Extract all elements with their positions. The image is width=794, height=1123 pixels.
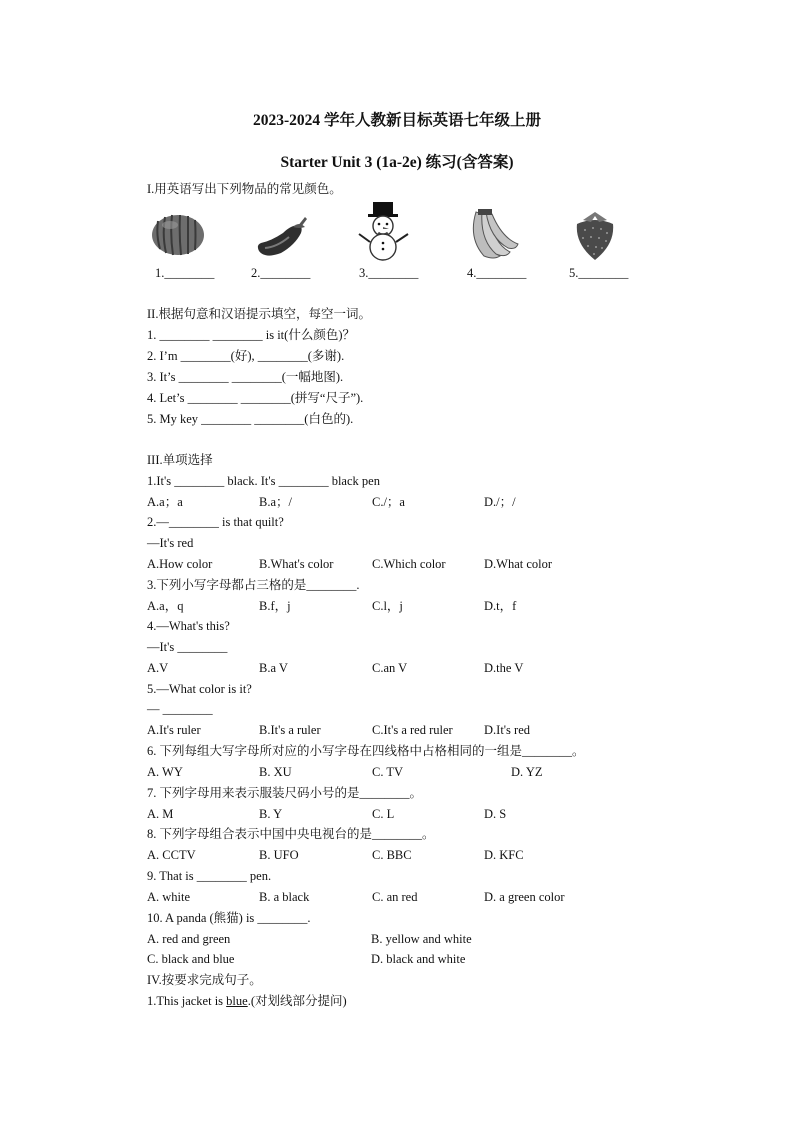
q10-option-b[interactable]: B. yellow and white: [371, 932, 472, 946]
q2-option-a[interactable]: A.How color: [147, 557, 213, 571]
watermelon-icon: [150, 213, 206, 257]
q7-option-b[interactable]: B. Y: [259, 807, 283, 821]
q6-option-b[interactable]: B. XU: [259, 765, 292, 779]
q2-option-d[interactable]: D.What color: [484, 557, 553, 571]
q4-option-b[interactable]: B.a V: [259, 661, 288, 675]
q7-option-d[interactable]: D. S: [484, 807, 507, 821]
q2-option-b[interactable]: B.What's color: [259, 557, 334, 571]
q10-option-d[interactable]: D. black and white: [371, 952, 466, 966]
q9-option-c[interactable]: C. an red: [372, 890, 418, 904]
q10-option-c[interactable]: C. black and blue: [147, 952, 235, 966]
section2-heading: II.根据句意和汉语提示填空，每空一词。: [147, 307, 371, 321]
q3-option-d[interactable]: D.t，f: [484, 599, 517, 613]
q3-stem: 3.下列小写字母都占三格的是________.: [147, 578, 360, 592]
q3-option-a[interactable]: A.a，q: [147, 599, 184, 613]
q3-option-c[interactable]: C.l，j: [372, 599, 403, 613]
section1-heading: I.用英语写出下列物品的常见颜色。: [147, 182, 342, 196]
q1-stem: 1.It's ________ black. It's ________ black pen: [147, 474, 380, 488]
q8-option-d[interactable]: D. KFC: [484, 848, 524, 862]
q4-reply: —It's ________: [147, 640, 228, 654]
blank-3[interactable]: 3.________: [359, 266, 419, 280]
q4-option-c[interactable]: C.an V: [372, 661, 408, 675]
section4-heading: IV.按要求完成句子。: [147, 973, 262, 987]
q10-stem: 10. A panda (熊猫) is ________.: [147, 911, 311, 925]
q7-stem: 7. 下列字母用来表示服装尺码小号的是________。: [147, 786, 423, 800]
q2-stem: 2.—________ is that quilt?: [147, 515, 284, 529]
section2-q4: 4. Let’s ________ ________(拼写“尺子”).: [147, 391, 364, 405]
q7-option-c[interactable]: C. L: [372, 807, 395, 821]
q1-option-a[interactable]: A.a；a: [147, 495, 183, 509]
q3-option-b[interactable]: B.f，j: [259, 599, 291, 613]
section2-q3: 3. It’s ________ ________(一幅地图).: [147, 370, 344, 384]
q8-option-a[interactable]: A. CCTV: [147, 848, 196, 862]
q6-option-a[interactable]: A. WY: [147, 765, 183, 779]
q8-option-c[interactable]: C. BBC: [372, 848, 412, 862]
section4-q1-suffix: .(对划线部分提问): [247, 994, 347, 1008]
q1-option-c[interactable]: C./；a: [372, 495, 405, 509]
q4-stem: 4.—What's this?: [147, 619, 230, 633]
q9-stem: 9. That is ________ pen.: [147, 869, 272, 883]
q5-reply: — ________: [147, 702, 213, 716]
section2-q2: 2. I’m ________(好), ________(多谢).: [147, 349, 345, 363]
section4-q1: [147, 993, 347, 1009]
q5-option-b[interactable]: B.It's a ruler: [259, 723, 321, 737]
q4-option-a[interactable]: A.V: [147, 661, 169, 675]
blank-1[interactable]: 1.________: [155, 266, 215, 280]
q5-stem: 5.—What color is it?: [147, 682, 252, 696]
q5-option-a[interactable]: A.It's ruler: [147, 723, 201, 737]
page-subtitle: Starter Unit 3 (1a-2e) 练习(含答案): [280, 154, 514, 171]
q8-option-b[interactable]: B. UFO: [259, 848, 299, 862]
blank-5[interactable]: 5.________: [569, 266, 629, 280]
q2-option-c[interactable]: C.Which color: [372, 557, 446, 571]
section3-heading: III.单项选择: [147, 453, 213, 467]
q5-option-c[interactable]: C.It's a red ruler: [372, 723, 453, 737]
section2-q5: 5. My key ________ ________(白色的).: [147, 412, 354, 426]
q7-option-a[interactable]: A. M: [147, 807, 174, 821]
page-title: 2023-2024 学年人教新目标英语七年级上册: [252, 112, 542, 129]
banana-icon: [464, 208, 520, 262]
q9-option-b[interactable]: B. a black: [259, 890, 310, 904]
q6-stem: 6. 下列每组大写字母所对应的小写字母在四线格中占格相同的一组是________。: [147, 744, 585, 758]
section4-q1-underlined: blue: [226, 994, 248, 1008]
snowman-icon: [356, 200, 412, 262]
eggplant-icon: [255, 215, 311, 259]
q9-option-a[interactable]: A. white: [147, 890, 191, 904]
q6-option-d[interactable]: D. YZ: [511, 765, 543, 779]
blank-4[interactable]: 4.________: [467, 266, 527, 280]
q10-option-a[interactable]: A. red and green: [147, 932, 231, 946]
blank-2[interactable]: 2.________: [251, 266, 311, 280]
section2-q1: 1. ________ ________ is it(什么颜色)？: [147, 328, 355, 342]
q9-option-d[interactable]: D. a green color: [484, 890, 565, 904]
q1-option-d[interactable]: D./；/: [484, 495, 516, 509]
q6-option-c[interactable]: C. TV: [372, 765, 404, 779]
q4-option-d[interactable]: D.the V: [484, 661, 524, 675]
strawberry-icon: [573, 208, 617, 262]
q1-option-b[interactable]: B.a；/: [259, 495, 292, 509]
q8-stem: 8. 下列字母组合表示中国中央电视台的是________。: [147, 827, 435, 841]
section4-q1-prefix: 1.This jacket is: [147, 994, 227, 1008]
q2-reply: —It's red: [147, 536, 194, 550]
q5-option-d[interactable]: D.It's red: [484, 723, 530, 737]
